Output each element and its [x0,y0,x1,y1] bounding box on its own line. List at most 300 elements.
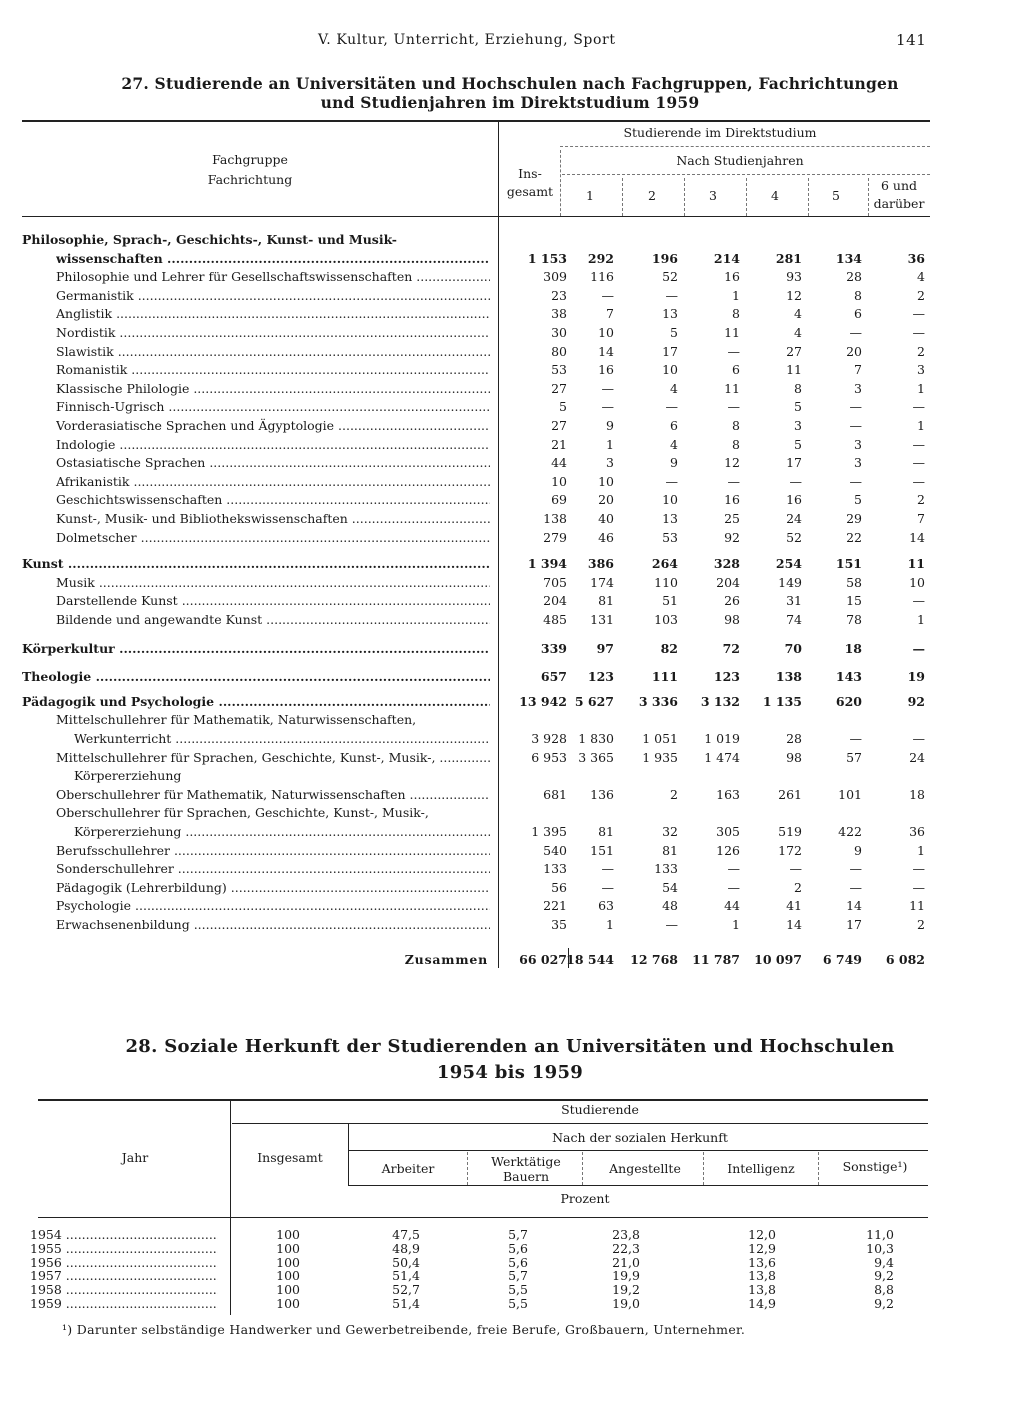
table-cell: 2 [670,786,678,802]
table-cell: 1 [917,418,925,433]
table-cell: 12 [786,287,802,303]
table-cell: 25 [724,511,740,526]
table-cell: 51,4 [392,1268,420,1284]
t28-col-intelligenz: Intelligenz [727,1161,795,1176]
table-cell: 92 [724,529,740,545]
table-cell: 44 [724,898,740,914]
table-cell: 44 [551,455,567,471]
table-cell: 16 [598,362,614,378]
table-cell: 485 [543,612,567,627]
table-cell: — [849,473,862,489]
table-cell: 17 [786,455,802,471]
table-cell: 151 [590,842,614,858]
years-group-heading: Nach Studienjahren [676,153,804,168]
table-cell: — [912,879,925,895]
table-cell: 63 [598,898,614,914]
row-label: Vorderasiatische Sprachen und Ägyptologie ..... [56,418,490,433]
table-cell: 1 394 [527,556,567,572]
table-cell: 1 [732,287,740,303]
page-number: 141 [896,31,927,49]
table-cell: 47,5 [392,1227,420,1242]
table-cell: 28 [846,269,862,285]
table-cell: 21 [551,436,567,452]
table-cell: 19,2 [612,1282,640,1298]
table-cell: 2 [917,492,925,508]
row-label: Pädagogik (Lehrerbildung) ..... [56,880,490,895]
year-label: 1959 ..... [30,1297,218,1311]
row-label: Mittelschullehrer für Sprachen, Geschichte, Kunst-, Musik-, ..... [56,750,490,765]
table-cell: 4 [917,269,925,285]
table-cell: — [849,418,862,433]
table-cell: 2 [917,343,925,359]
row-label: Bildende und angewandte Kunst ..... [56,612,490,627]
row-label: Geschichtswissenschaften ..... [56,492,490,507]
table-cell: 386 [587,556,614,572]
table-cell: 13,8 [748,1282,776,1298]
total-cell: 66 027 [519,952,567,967]
table-cell: 705 [543,574,567,590]
table-cell: 681 [543,786,567,802]
t28-col-arbeiter: Arbeiter [381,1161,435,1176]
table-cell: 100 [276,1296,300,1311]
table-cell: 40 [598,511,614,526]
table-cell: 1 830 [578,731,614,746]
insgesamt-heading-line2: gesamt [506,184,554,199]
table-cell: — [727,861,740,877]
table-cell: 81 [598,824,614,839]
table-cell: 16 [786,492,802,508]
table-cell: 261 [778,786,802,802]
table-cell: — [912,306,925,322]
table-cell: 8 [732,306,740,322]
table-cell: 24 [786,511,802,526]
table-cell: 5 [794,436,802,452]
table-cell: 5 [794,399,802,415]
row-label: Pädagogik und Psychologie ..... [22,694,490,709]
table-cell: 10 [551,473,567,489]
table-cell: 27 [551,380,567,396]
table-cell: 1 [917,612,925,627]
row-label: Werkunterricht ..... [74,731,490,746]
table-cell: 305 [716,824,740,839]
table-cell: 133 [654,861,678,877]
table-cell: 2 [917,917,925,932]
table-cell: 8 [732,436,740,452]
row-label: Psychologie ..... [56,898,490,913]
row-label: Ostasiatische Sprachen ..... [56,455,490,470]
table-cell: — [912,861,925,877]
table-cell: 151 [835,556,862,572]
table-cell: 23 [551,287,567,303]
table-cell: 52 [662,269,678,285]
table-cell: — [665,473,678,489]
t28-insgesamt-heading: Insgesamt [257,1150,323,1165]
table-cell: 5 627 [574,693,614,709]
table-cell: 92 [907,693,925,709]
table-cell: 339 [540,640,567,656]
table-cell: 1 051 [642,731,678,746]
table-cell: 131 [590,612,614,627]
table-cell: 100 [276,1227,300,1242]
table-cell: 123 [713,669,740,685]
table-cell: 3 [854,380,862,396]
table-cell: — [727,879,740,895]
table-cell: 3 [854,455,862,471]
table-cell: 78 [846,612,862,627]
table-cell: 10 [598,473,614,489]
table-cell: 23,8 [612,1227,640,1242]
table-cell: 174 [590,574,614,590]
table-cell: 11 [909,898,925,914]
table-cell: 281 [775,250,802,266]
table-cell: 6 953 [531,749,567,765]
table-cell: 38 [551,306,567,322]
row-label: Anglistik ..... [56,306,490,321]
table-cell: 143 [835,669,862,685]
year-6plus-heading-line2: darüber [873,196,925,211]
t28-unit-heading: Prozent [560,1191,610,1206]
table-cell: 620 [835,693,862,709]
table-cell: 657 [540,669,567,685]
table-cell: 9,2 [874,1268,894,1284]
table-cell: 13,6 [748,1254,776,1270]
row-label: Finnisch-Ugrisch ..... [56,399,490,414]
row-label: Oberschullehrer für Mathematik, Naturwissenschaften ..... [56,787,490,802]
t28-col-angestellte: Angestellte [609,1161,681,1176]
row-label: Afrikanistik ..... [56,474,490,489]
table-cell: 196 [651,250,678,266]
table-cell: 35 [551,917,567,932]
table-cell: 14,9 [748,1296,776,1311]
row-label: Philosophie, Sprach-, Geschichts-, Kunst- und Musik- [22,232,397,247]
table-cell: 13 942 [519,693,567,709]
table-cell: 1 [917,842,925,858]
row-label: Romanistik ..... [56,362,490,377]
table-cell: 8 [854,287,862,303]
table-cell: 279 [543,529,567,545]
table-cell: — [849,861,862,877]
table-cell: — [789,861,802,877]
table-cell: 5 [670,325,678,340]
table-cell: 110 [654,574,678,590]
table-cell: — [912,640,925,656]
year-label: 1955 ..... [30,1242,218,1256]
table-cell: 1 [732,917,740,932]
table-cell: 53 [551,362,567,378]
table-cell: 15 [846,593,862,609]
table-cell: 72 [722,640,740,656]
table-cell: 14 [786,917,802,932]
row-label: Erwachsenenbildung ..... [56,917,490,932]
total-cell: 6 082 [885,952,925,967]
table-cell: 163 [716,786,740,802]
table-cell: 27 [551,418,567,433]
table-cell: 7 [606,306,614,322]
table-cell: 20 [846,343,862,359]
year-label: 1954 ..... [30,1228,218,1242]
year-3-heading: 3 [709,188,717,203]
table-cell: 48 [662,898,678,914]
table-cell: 17 [846,917,862,932]
table-cell: — [665,917,678,932]
table-cell: 3 928 [531,731,567,746]
table-cell: 1 019 [704,731,740,746]
stub-heading-line1: Fachgruppe [212,152,288,167]
table-cell: 22 [846,529,862,545]
row-label: Sonderschullehrer ..... [56,861,490,876]
row-label: Kunst ..... [22,556,490,571]
table-cell: 100 [276,1240,300,1256]
table-cell: 11 [907,556,925,572]
table-cell: 17 [662,343,678,359]
table-cell: 70 [784,640,802,656]
table-cell: 58 [846,574,862,590]
table-cell: 292 [587,250,614,266]
table-cell: 4 [670,380,678,396]
table-cell: 123 [587,669,614,685]
table-cell: — [727,399,740,415]
table-cell: — [727,473,740,489]
table-cell: 41 [786,898,802,914]
table-cell: 14 [909,529,925,545]
table-cell: — [727,343,740,359]
row-label: Dolmetscher ..... [56,530,490,545]
table28-title-line1: 28. Soziale Herkunft der Studierenden an Universitäten und Hochschulen [125,1036,895,1057]
table-cell: 69 [551,492,567,508]
table-cell: 1 [606,917,614,932]
table-cell: — [912,325,925,340]
table-cell: — [849,731,862,746]
table-cell: 204 [543,593,567,609]
table-cell: — [601,399,614,415]
running-header: V. Kultur, Unterricht, Erziehung, Sport [318,32,616,48]
table-cell: 98 [786,749,802,765]
table-cell: 97 [596,640,614,656]
row-label: Philosophie und Lehrer für Gesellschaftswissenschaften ..... [56,269,490,284]
table-cell: 30 [551,325,567,340]
table-cell: 27 [786,343,802,359]
table-cell: 8 [794,380,802,396]
table-cell: 14 [846,898,862,914]
table-cell: 3 365 [578,749,614,765]
table-cell: 36 [907,250,925,266]
row-label: Mittelschullehrer für Mathematik, Naturwissenschaften, [56,712,417,728]
year-label: 1956 ..... [30,1256,218,1270]
table-cell: 5 [559,399,567,415]
table-cell: — [912,593,925,609]
table27-title-line2: und Studienjahren im Direktstudium 1959 [320,93,700,112]
table-cell: 51 [662,593,678,609]
table-cell: 7 [854,362,862,378]
table-cell: 1 474 [704,749,740,765]
table-cell: 4 [794,325,802,340]
table-cell: 172 [778,842,802,858]
table-cell: 1 153 [527,250,567,266]
table-cell: 54 [662,879,678,895]
table-cell: 422 [838,824,862,839]
table-cell: 133 [543,861,567,877]
table-cell: 46 [598,529,614,545]
table-cell: 1 [606,436,614,452]
row-label: Oberschullehrer für Sprachen, Geschichte, Kunst-, Musik-, [56,805,429,821]
table-cell: 3 [794,418,802,433]
table-cell: — [912,731,925,746]
table-cell: 22,3 [612,1240,640,1256]
table-cell: 18 [844,640,862,656]
table-cell: 80 [551,343,567,359]
table-cell: 9 [670,455,678,471]
table-cell: 126 [716,842,740,858]
table-cell: 221 [543,898,567,914]
table-cell: 13 [662,306,678,322]
table-cell: — [601,879,614,895]
row-label: Berufsschullehrer ..... [56,843,490,858]
table-cell: 9,4 [874,1254,894,1270]
table-cell: 2 [917,287,925,303]
table-cell: 9 [606,418,614,433]
group-heading: Studierende im Direktstudium [623,125,817,140]
table-cell: 32 [662,824,678,839]
table-cell: 19,0 [612,1296,640,1311]
table-cell: — [665,287,678,303]
table-cell: 93 [786,269,802,285]
row-label: Theologie ..... [22,669,490,684]
table-cell: 13 [662,511,678,526]
table-cell: 328 [713,556,740,572]
table-cell: 138 [543,511,567,526]
table-cell: 5,6 [508,1254,528,1270]
row-label: Kunst-, Musik- und Bibliothekswissenschaften ..... [56,511,490,526]
table-cell: 9 [854,842,862,858]
table-cell: 18 [909,786,925,802]
total-cell: 18 544 [566,952,614,967]
table-cell: — [849,879,862,895]
table-cell: — [912,473,925,489]
table-cell: 3 [917,362,925,378]
table-cell: 12,0 [748,1227,776,1242]
table-cell: 1 135 [762,693,802,709]
table-cell: — [849,325,862,340]
table-cell: 100 [276,1282,300,1298]
table-cell: 26 [724,593,740,609]
table-cell: 8,8 [874,1282,894,1298]
table-cell: — [601,861,614,877]
table-cell: — [849,399,862,415]
table-cell: 82 [660,640,678,656]
table-cell: 52 [786,529,802,545]
row-label: Klassische Philologie ..... [56,381,490,396]
table-cell: 11,0 [866,1227,894,1242]
table-cell: — [601,287,614,303]
row-label: Germanistik ..... [56,288,490,303]
table-cell: 53 [662,529,678,545]
table-cell: 4 [794,306,802,322]
table-cell: 204 [716,574,740,590]
table-cell: — [601,380,614,396]
table-cell: 5,5 [508,1296,528,1311]
table-cell: 81 [662,842,678,858]
year-2-heading: 2 [648,188,656,203]
table-cell: 10 [598,325,614,340]
table-cell: — [912,436,925,452]
table-cell: 138 [775,669,802,685]
table-cell: 540 [543,842,567,858]
table-cell: 7 [917,511,925,526]
row-label: Körpererziehung ..... [74,824,490,839]
table-cell: 19,9 [612,1268,640,1284]
table-cell: 3 [854,436,862,452]
total-cell: 6 749 [822,952,862,967]
table-cell: 48,9 [392,1240,420,1256]
year-6plus-heading-line1: 6 und [880,178,918,193]
year-label: 1958 ..... [30,1283,218,1297]
table-cell: 51,4 [392,1296,420,1311]
table-cell: 12 [724,455,740,471]
table-cell: 519 [778,824,802,839]
row-label: Nordistik ..... [56,325,490,340]
table-cell: 50,4 [392,1254,420,1270]
table-cell: 10 [662,362,678,378]
t28-col-bauern: Werktätige Bauern [491,1154,561,1184]
table-cell: 13,8 [748,1268,776,1284]
stub-heading-line2: Fachrichtung [207,172,293,187]
table-cell: 20 [598,492,614,508]
row-label: Körperkultur ..... [22,641,490,656]
table-cell: 56 [551,879,567,895]
table-cell: 11 [724,325,740,340]
table-cell: 3 132 [700,693,740,709]
insgesamt-heading-line1: Ins- [518,166,542,181]
table-cell: 10 [662,492,678,508]
table-cell: 6 [670,418,678,433]
table-cell: 309 [543,269,567,285]
t28-subgroup-heading: Nach der sozialen Herkunft [552,1130,728,1145]
table-cell: 5,5 [508,1282,528,1298]
table-cell: 8 [732,418,740,433]
table-cell: 57 [846,749,862,765]
table-cell: 16 [724,492,740,508]
table-cell: 214 [713,250,740,266]
table-cell: 1 395 [531,824,567,839]
table-cell: 4 [670,436,678,452]
table27-title-line1: 27. Studierende an Universitäten und Hochschulen nach Fachgruppen, Fachrichtungen [121,74,899,93]
table-cell: 36 [909,824,925,839]
table-cell: 29 [846,511,862,526]
table-cell: 21,0 [612,1254,640,1270]
table-cell: 264 [651,556,678,572]
table-cell: 16 [724,269,740,285]
year-5-heading: 5 [832,188,840,203]
table-cell: 31 [786,593,802,609]
table-cell: 5,7 [508,1268,528,1284]
table-cell: 11 [786,362,802,378]
table-cell: 3 336 [638,693,678,709]
table-cell: — [789,473,802,489]
t28-col-sonstige: Sonstige¹) [842,1159,908,1174]
table-cell: 254 [775,556,802,572]
row-label: Indologie ..... [56,437,490,452]
table-cell: 134 [835,250,862,266]
row-label: Musik ..... [56,575,490,590]
table-cell: 9,2 [874,1296,894,1311]
table-cell: — [912,455,925,471]
table-cell: 111 [651,669,678,685]
year-label: 1957 ..... [30,1269,218,1283]
table28-footnote: ¹) Darunter selbständige Handwerker und Gewerbetreibende, freie Berufe, Großbauern, Unternehmer. [62,1322,746,1337]
table-cell: 81 [598,593,614,609]
year-4-heading: 4 [771,188,779,203]
table-cell: 98 [724,612,740,627]
